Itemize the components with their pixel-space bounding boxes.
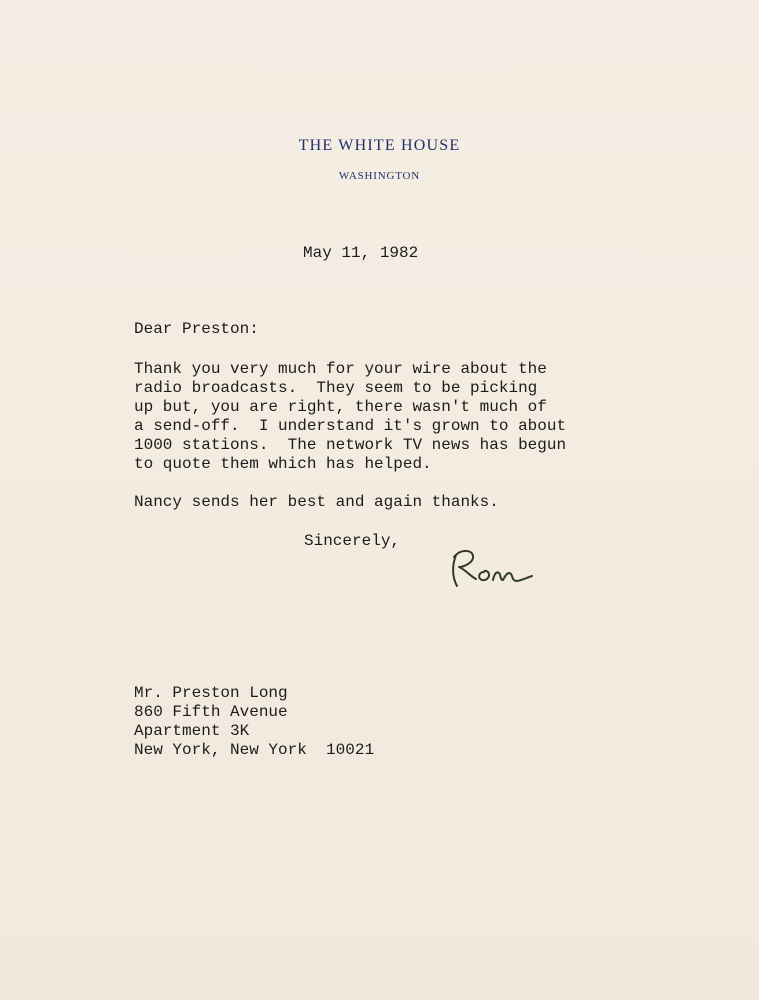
body-line: Thank you very much for your wire about the bbox=[134, 360, 547, 378]
body-line: radio broadcasts. They seem to be picking bbox=[134, 379, 538, 397]
recipient-line: Apartment 3K bbox=[134, 722, 250, 740]
handwritten-signature bbox=[448, 545, 548, 590]
signoff: Sincerely, bbox=[304, 532, 401, 550]
body-line: to quote them which has helped. bbox=[134, 455, 432, 473]
salutation: Dear Preston: bbox=[134, 320, 259, 338]
body-line: 1000 stations. The network TV news has begun bbox=[134, 436, 567, 454]
recipient-line: 860 Fifth Avenue bbox=[134, 703, 288, 721]
letterhead-subtitle: WASHINGTON bbox=[338, 170, 421, 182]
letterhead-title: THE WHITE HOUSE bbox=[298, 137, 461, 154]
closing-paragraph: Nancy sends her best and again thanks. bbox=[134, 493, 499, 511]
recipient-line: New York, New York 10021 bbox=[134, 741, 375, 759]
recipient-line: Mr. Preston Long bbox=[134, 684, 288, 702]
body-line: a send-off. I understand it's grown to about bbox=[134, 417, 567, 435]
body-line: up but, you are right, there wasn't much of bbox=[134, 398, 547, 416]
letter-date: May 11, 1982 bbox=[303, 244, 419, 262]
